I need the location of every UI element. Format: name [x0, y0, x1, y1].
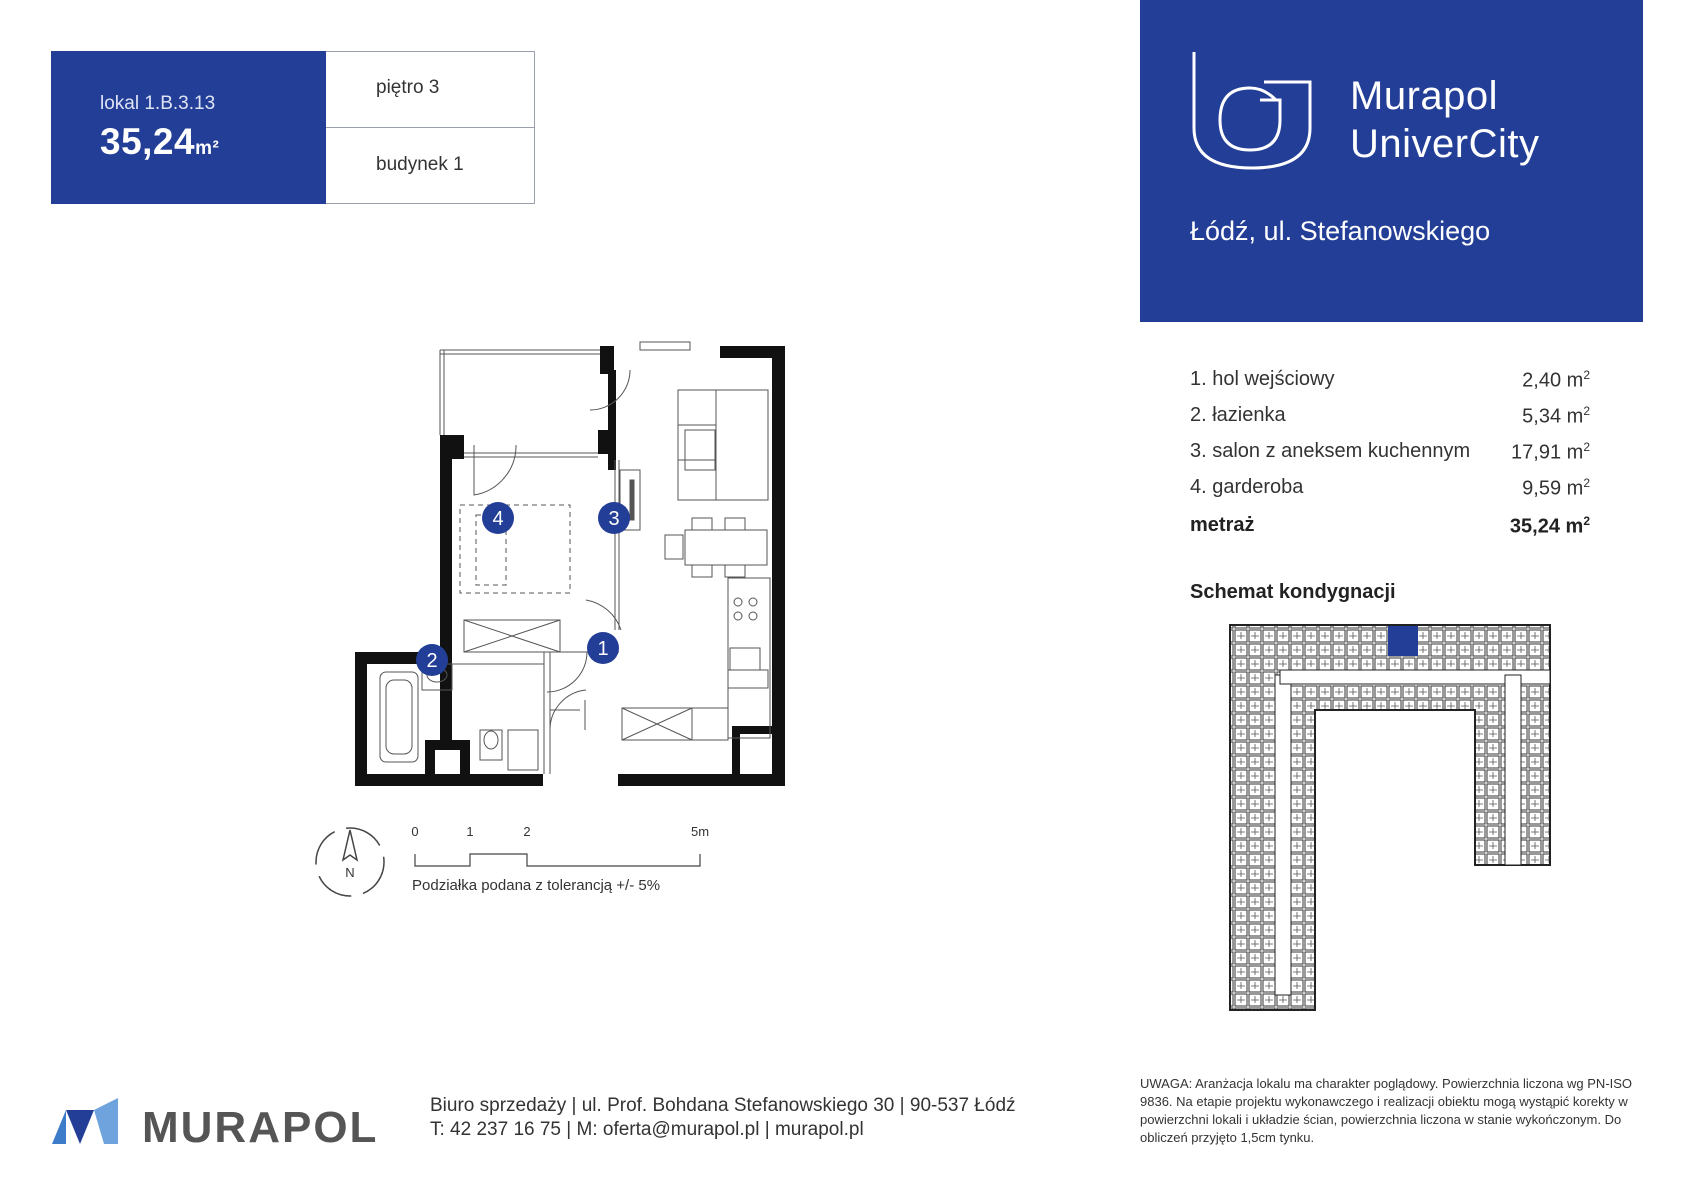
north-arrow-icon	[316, 828, 384, 896]
brand-name-line1: Murapol	[1350, 74, 1499, 118]
room-area: 17,91 $m^2$	[1511, 440, 1590, 464]
svg-text:5m: 5m	[690, 824, 710, 839]
contact-info: T: 42 237 16 75 | M: oferta@murapol.pl | murapol.pl	[430, 1119, 864, 1140]
room-name: 3. salon z aneksem kuchennym	[1190, 440, 1471, 462]
svg-text:2: 2	[523, 824, 531, 839]
window	[640, 342, 690, 350]
total-label: metraż	[1190, 514, 1255, 536]
room-name: 4. garderoba	[1190, 476, 1304, 498]
room-row	[1190, 440, 1590, 470]
murapol-logo	[52, 1092, 382, 1153]
room-badge-1	[587, 632, 619, 664]
floor-scheme-title: Schemat kondygnacji	[1190, 581, 1396, 603]
sales-office-address: Biuro sprzedaży | ul. Prof. Bohdana Stefanowskiego 30 | 90-537 Łódź	[430, 1095, 1016, 1116]
brand-name	[1350, 72, 1539, 168]
room-name: 1. hol wejściowy	[1190, 368, 1335, 390]
scale-note: Podziałka podana z tolerancją +/- 5%	[412, 877, 661, 894]
total-area: 35,24 $m^2$	[1509, 514, 1590, 538]
svg-text:1: 1	[466, 824, 474, 839]
total-area-row	[1190, 514, 1590, 544]
brand-name-line2: UniverCity	[1350, 122, 1540, 166]
unit-label: lokal 1.B.3.13	[100, 93, 216, 114]
unit-panel	[51, 51, 326, 204]
building-label: budynek 1	[376, 154, 464, 175]
unit-area-unit: m²	[195, 138, 220, 159]
room-name: 2. łazienka	[1190, 404, 1286, 426]
svg-text:3: 3	[608, 508, 620, 530]
room-area: 2,40 $m^2$	[1522, 368, 1590, 392]
svg-text:2: 2	[426, 650, 438, 672]
murapol-logo-icon	[52, 1092, 382, 1148]
selected-unit-marker	[1388, 626, 1418, 656]
room-area: 5,34 $m^2$	[1522, 404, 1590, 428]
svg-text:4: 4	[492, 508, 504, 530]
unit-area-value: 35,24	[100, 121, 196, 162]
svg-text:N: N	[345, 865, 355, 880]
building-cell	[326, 128, 535, 204]
shaft	[435, 750, 460, 774]
svg-text:MURAPOL: MURAPOL	[142, 1103, 379, 1148]
shaft	[740, 734, 772, 774]
svg-text:0: 0	[411, 824, 419, 839]
unit-area	[100, 121, 219, 163]
floor-label: piętro 3	[376, 77, 440, 98]
room-badge-2	[416, 644, 448, 676]
room-badge-4	[482, 502, 514, 534]
floor-plan	[340, 330, 800, 790]
balcony	[440, 350, 600, 435]
room-badge-3	[598, 502, 630, 534]
floor-cell	[326, 51, 535, 128]
room-row	[1190, 404, 1590, 434]
brand-address: Łódź, ul. Stefanowskiego	[1190, 216, 1491, 246]
brand-panel	[1140, 0, 1643, 322]
murapol-univercity-logo-icon	[1190, 48, 1320, 173]
room-area: 9,59 $m^2$	[1522, 476, 1590, 500]
room-row	[1190, 368, 1590, 398]
scale-bar	[305, 820, 725, 910]
room-row	[1190, 476, 1590, 506]
disclaimer-note: UWAGA: Aranżacja lokalu ma charakter poglądowy. Powierzchnia liczona wg PN-ISO 9836. Na etapie projektu wykonawczego i realizacji obiektu mogą wystąpić korekty w powierzchni lokali i układzie ścian, powierzchnia liczona w stanie wykończonym. Do obliczeń przyjęto 1,5cm tynku.	[1140, 1076, 1633, 1145]
site-plan-diagram	[1220, 615, 1560, 1020]
interior-lines	[380, 370, 770, 774]
svg-text:1: 1	[597, 638, 609, 660]
